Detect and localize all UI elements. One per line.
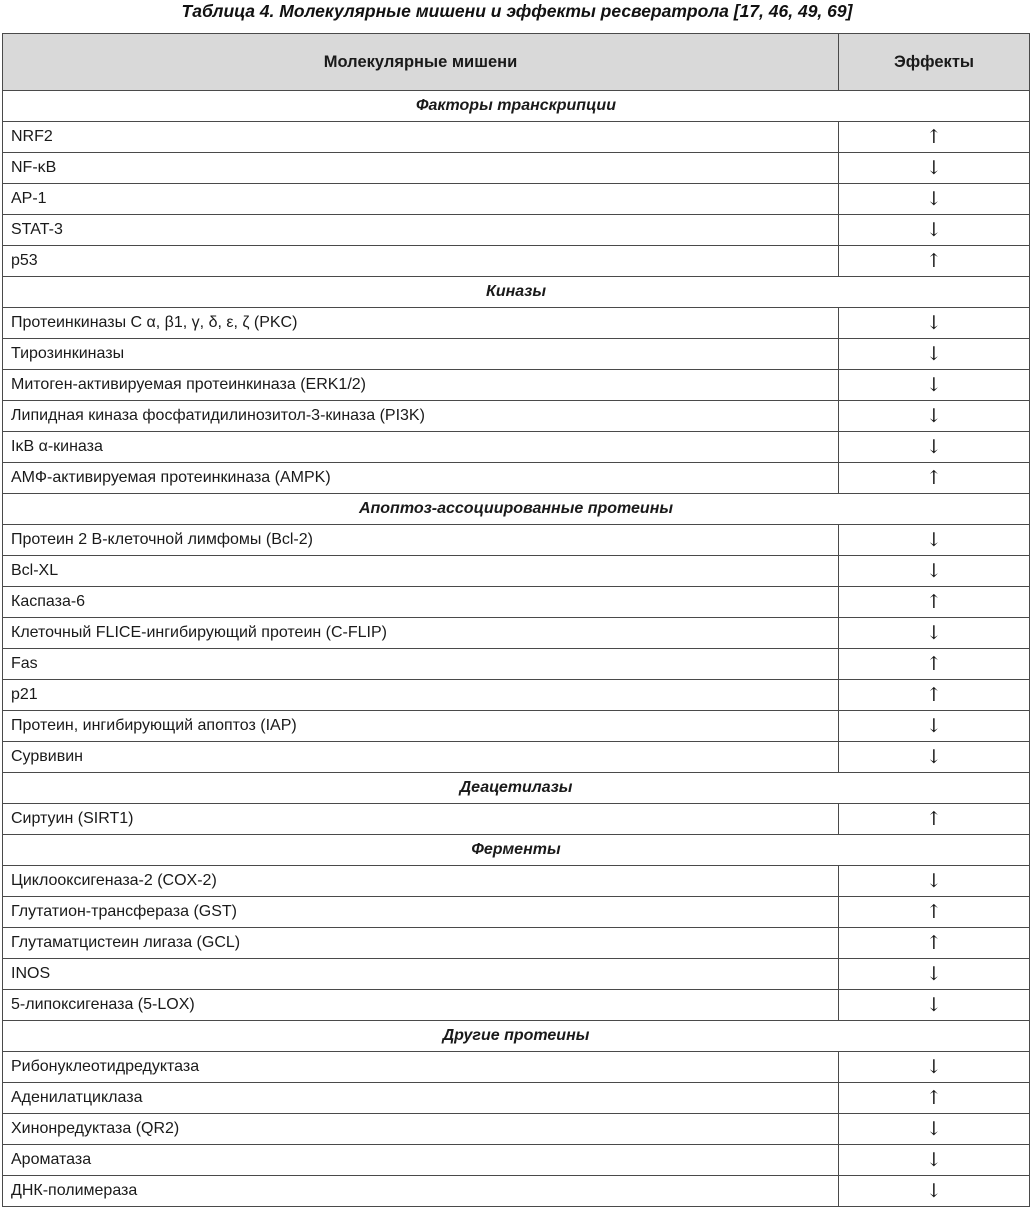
down-arrow-icon: ↓: [839, 401, 1030, 432]
target-cell: Протеин 2 В-клеточной лимфомы (Bcl-2): [3, 525, 839, 556]
header-targets: Молекулярные мишени: [3, 34, 839, 91]
down-arrow-icon: ↓: [839, 1052, 1030, 1083]
table-row: [3, 990, 1030, 1021]
table-row: [3, 153, 1030, 184]
table-row: [3, 184, 1030, 215]
table-row: [3, 1176, 1030, 1207]
target-cell: Протеинкиназы С α, β1, γ, δ, ε, ζ (PKC): [3, 308, 839, 339]
table-row: [3, 1145, 1030, 1176]
target-cell: Сурвивин: [3, 742, 839, 773]
target-cell: Тирозинкиназы: [3, 339, 839, 370]
table-row: [3, 928, 1030, 959]
table-row: [3, 308, 1030, 339]
section-row: [3, 1021, 1030, 1052]
target-cell: 5-липоксигеназа (5-LOX): [3, 990, 839, 1021]
section-row: [3, 277, 1030, 308]
down-arrow-icon: ↓: [839, 990, 1030, 1021]
table-header-row: [3, 34, 1030, 91]
table-row: [3, 711, 1030, 742]
up-arrow-icon: ↑: [839, 649, 1030, 680]
target-cell: p53: [3, 246, 839, 277]
target-cell: Глутатион-трансфераза (GST): [3, 897, 839, 928]
table-caption: Таблица 4. Молекулярные мишени и эффекты ресвератрола [17, 46, 49, 69]: [181, 1, 853, 21]
target-cell: ДНК-полимераза: [3, 1176, 839, 1207]
down-arrow-icon: ↓: [839, 339, 1030, 370]
down-arrow-icon: ↓: [839, 959, 1030, 990]
table-row: [3, 866, 1030, 897]
target-cell: Ароматаза: [3, 1145, 839, 1176]
section-title: Деацетилазы: [3, 773, 1030, 804]
table-row: [3, 618, 1030, 649]
table-row: [3, 339, 1030, 370]
down-arrow-icon: ↓: [839, 742, 1030, 773]
table-body: [3, 91, 1030, 1207]
down-arrow-icon: ↓: [839, 556, 1030, 587]
table-row: [3, 246, 1030, 277]
table-row: [3, 401, 1030, 432]
target-cell: АМФ-активируемая протеинкиназа (AMPK): [3, 463, 839, 494]
table-row: [3, 742, 1030, 773]
table-row: [3, 556, 1030, 587]
target-cell: p21: [3, 680, 839, 711]
target-cell: NF-κB: [3, 153, 839, 184]
target-cell: IκB α-киназа: [3, 432, 839, 463]
target-cell: Bcl-XL: [3, 556, 839, 587]
section-title: Апоптоз-ассоциированные протеины: [3, 494, 1030, 525]
table-row: [3, 463, 1030, 494]
target-cell: Каспаза-6: [3, 587, 839, 618]
section-row: [3, 773, 1030, 804]
target-cell: Глутаматцистеин лигаза (GCL): [3, 928, 839, 959]
down-arrow-icon: ↓: [839, 215, 1030, 246]
table-row: [3, 897, 1030, 928]
down-arrow-icon: ↓: [839, 153, 1030, 184]
up-arrow-icon: ↑: [839, 246, 1030, 277]
down-arrow-icon: ↓: [839, 308, 1030, 339]
table-row: [3, 122, 1030, 153]
section-title: Другие протеины: [3, 1021, 1030, 1052]
target-cell: NRF2: [3, 122, 839, 153]
target-cell: Аденилатциклаза: [3, 1083, 839, 1114]
header-effects: Эффекты: [839, 34, 1030, 91]
table-row: [3, 587, 1030, 618]
target-cell: Рибонуклеотидредуктаза: [3, 1052, 839, 1083]
targets-table: [2, 33, 1030, 1207]
target-cell: Fas: [3, 649, 839, 680]
target-cell: AP-1: [3, 184, 839, 215]
section-title: Ферменты: [3, 835, 1030, 866]
table-row: [3, 804, 1030, 835]
table-row: [3, 370, 1030, 401]
target-cell: INOS: [3, 959, 839, 990]
up-arrow-icon: ↑: [839, 804, 1030, 835]
table-row: [3, 1052, 1030, 1083]
down-arrow-icon: ↓: [839, 866, 1030, 897]
target-cell: Клеточный FLICE-ингибирующий протеин (C-FLIP): [3, 618, 839, 649]
down-arrow-icon: ↓: [839, 1114, 1030, 1145]
target-cell: Митоген-активируемая протеинкиназа (ERK1/2): [3, 370, 839, 401]
target-cell: Протеин, ингибирующий апоптоз (IAP): [3, 711, 839, 742]
up-arrow-icon: ↑: [839, 1083, 1030, 1114]
up-arrow-icon: ↑: [839, 463, 1030, 494]
up-arrow-icon: ↑: [839, 122, 1030, 153]
down-arrow-icon: ↓: [839, 618, 1030, 649]
section-row: [3, 91, 1030, 122]
table-row: [3, 1114, 1030, 1145]
up-arrow-icon: ↑: [839, 587, 1030, 618]
section-title: Киназы: [3, 277, 1030, 308]
table-row: [3, 432, 1030, 463]
table-row: [3, 959, 1030, 990]
target-cell: Хинонредуктаза (QR2): [3, 1114, 839, 1145]
table-row: [3, 215, 1030, 246]
section-title: Факторы транскрипции: [3, 91, 1030, 122]
down-arrow-icon: ↓: [839, 432, 1030, 463]
section-row: [3, 835, 1030, 866]
down-arrow-icon: ↓: [839, 1176, 1030, 1207]
down-arrow-icon: ↓: [839, 525, 1030, 556]
down-arrow-icon: ↓: [839, 370, 1030, 401]
target-cell: Циклооксигеназа-2 (COX-2): [3, 866, 839, 897]
down-arrow-icon: ↓: [839, 1145, 1030, 1176]
up-arrow-icon: ↑: [839, 897, 1030, 928]
section-row: [3, 494, 1030, 525]
target-cell: Липидная киназа фосфатидилинозитол-3-киназа (PI3K): [3, 401, 839, 432]
down-arrow-icon: ↓: [839, 711, 1030, 742]
table-row: [3, 680, 1030, 711]
down-arrow-icon: ↓: [839, 184, 1030, 215]
table-row: [3, 649, 1030, 680]
table-row: [3, 525, 1030, 556]
up-arrow-icon: ↑: [839, 680, 1030, 711]
target-cell: Сиртуин (SIRT1): [3, 804, 839, 835]
up-arrow-icon: ↑: [839, 928, 1030, 959]
table-row: [3, 1083, 1030, 1114]
target-cell: STAT-3: [3, 215, 839, 246]
